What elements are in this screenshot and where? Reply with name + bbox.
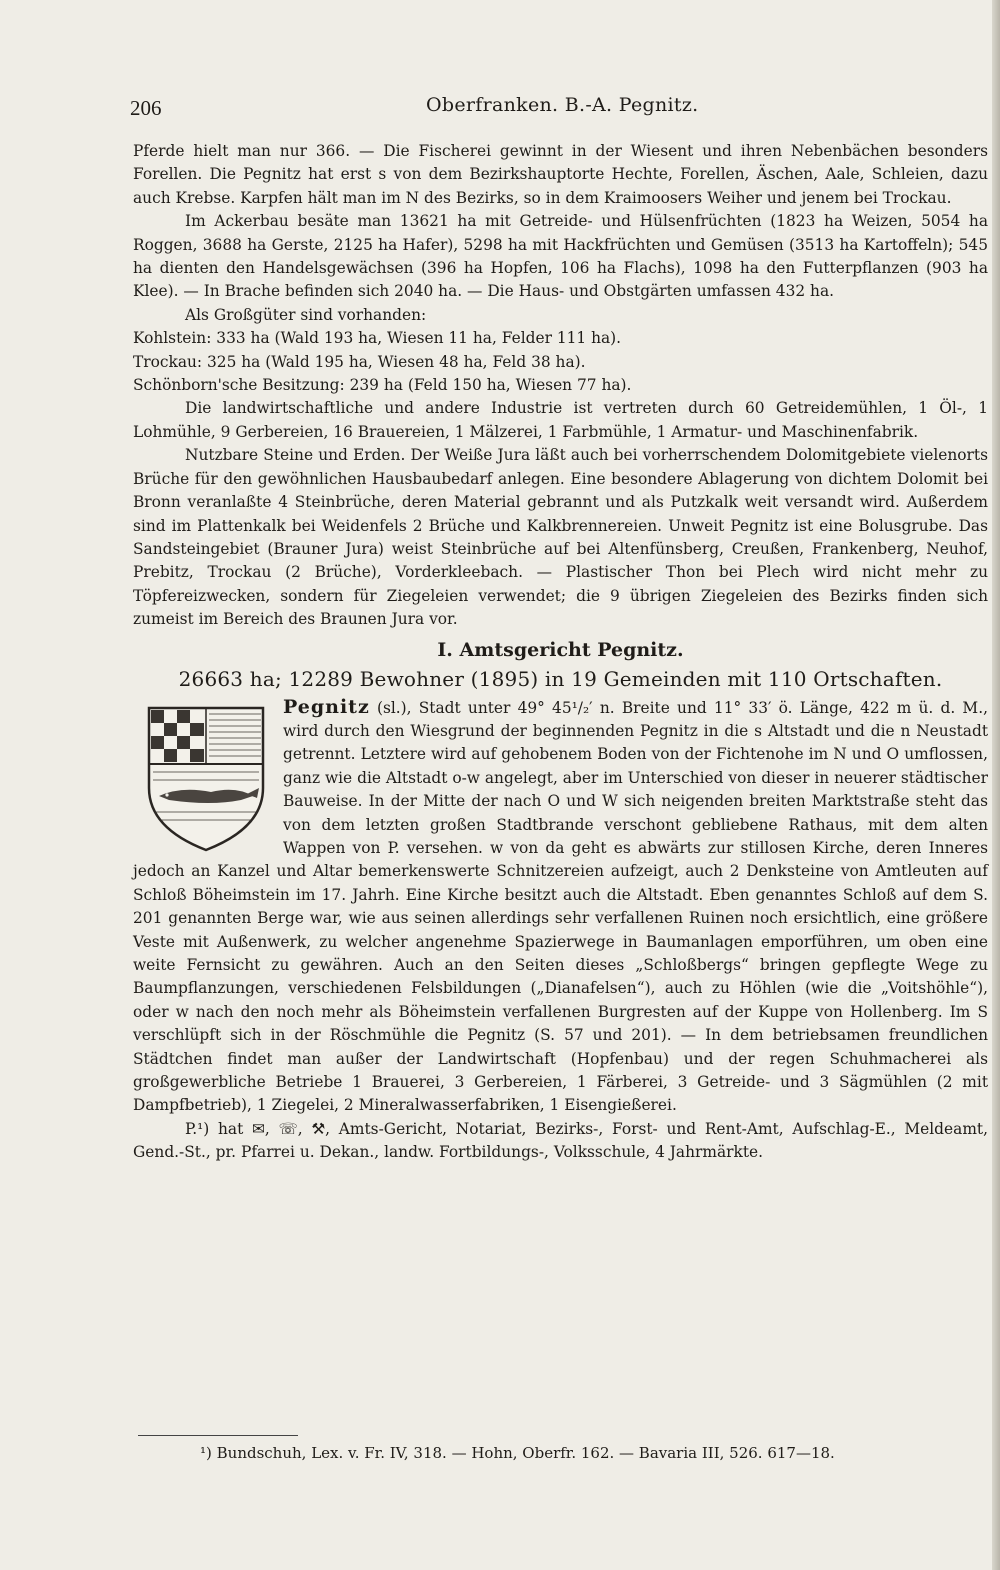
pegnitz-description: (sl.), Stadt unter 49° 45¹/₂′ n. Breite und 11° 33′ ö. Länge, 422 m ü. d. M., wird durch den Wiesgrund der beginnenden Pegnitz in die s Altstadt und die n Neustadt getrennt. Letztere wird auf gehobenem Boden von der Fichtenohe im N und O umflossen, ganz wie die Altstadt o-w angelegt, aber im Unterschied von dieser in neuerer städtischer Bauweise. In der Mitte der nach O und W sich neigenden breiten Marktstraße steht das von dem letzten großen Stadtbrande verschont gebliebene Rathaus, mit dem alten Wappen von P. versehen. w von da geht es abwärts zur stillosen Kirche, deren Inneres jedoch an Kanzel und Altar bemerkenswerte Schnitzereien aufzeigt, auch 2 Denksteine von Amtleuten auf Schloß Böheimstein im 17. Jahrh. Eine Kirche besitzt auch die Altstadt. Eben genanntes Schloß auf dem S. 201 genannten Berge war, wie aus seinen allerdings sehr verfallenen Ruinen noch ersichtlich, eine größere Veste mit Außenwerk, zu welcher angenehme Spazierwege in Baumanlagen emporführen, um oben eine weite Fernsicht zu gewähren. Auch an den Seiten dieses „Schloßbergs“ bringen gepflegte Wege zu Baumpflanzungen, verschiedenen Felsbildungen („Dianafelsen“), auch zu Höhlen (wie die „Voitshöhle“), oder w nach den noch mehr als Böheimstein verfallenen Burgresten auf der Kuppe von Hollenberg. Im S verschlüpft sich in der Röschmühle die Pegnitz (S. 57 und 201). — In dem betriebsamen freundlichen Städtchen findet man außer der Landwirtschaft (Hopfenbau) und der regen Schuhmacherei als großgewerbliche Betriebe 1 Brauerei, 3 Gerbereien, 1 Färberei, 3 Getreide- und 3 Sägmühlen (2 mit Dampfbetrieb), 1 Ziegelei, 2 Mineralwasserfabriken, 1 Eisengießerei. <box>133 698 988 1115</box>
running-title: Oberfranken. B.-A. Pegnitz. <box>426 94 699 116</box>
paragraph-estates-intro: Als Großgüter sind vorhanden: <box>185 305 427 324</box>
estate-item: Schönborn'sche Besitzung: 239 ha (Feld 150 ha, Wiesen 77 ha). <box>133 376 632 395</box>
place-name: Pegnitz <box>283 695 370 718</box>
coat-of-arms-image <box>141 702 271 854</box>
section-summary: 26663 ha; 12289 Bewohner (1895) in 19 Gemeinden mit 110 Ortschaften. <box>178 666 943 691</box>
page-number: 206 <box>130 96 162 120</box>
estate-item: Kohlstein: 333 ha (Wald 193 ha, Wiesen 11 ha, Felder 111 ha). <box>133 329 622 348</box>
footnote-rule <box>138 1435 298 1436</box>
paragraph-institutions: P.¹) hat ✉, ☏, ⚒, Amts-Gericht, Notariat, Bezirks-, Forst- und Rent-Amt, Aufschlag-E., Meldeamt, Gend.-St., pr. Pfarrei u. Dekan., landw. Fortbildungs-, Volksschule, 4 Jahrmärkte. <box>133 1119 988 1162</box>
paragraph-fishing: Pferde hielt man nur 366. — Die Fischerei gewinnt in der Wiesent und ihren Nebenbächen besonders Forellen. Die Pegnitz hat erst s von dem Bezirkshauptorte Hechte, Forellen, Äschen, Aale, Schleien, dazu auch Krebse. Karpfen hält man im N des Bezirks, so in dem Kraimoosers Weiher und jenem bei Trockau. <box>133 142 988 207</box>
page-header <box>130 90 990 122</box>
paragraph-industry: Die landwirtschaftliche und andere Industrie ist vertreten durch 60 Getreidemühlen, 1 Öl-, 1 Lohmühle, 9 Gerbereien, 16 Brauereien, 1 Mälzerei, 1 Farbmühle, 1 Armatur- und Maschinenfabrik. <box>133 399 988 441</box>
body-text <box>133 140 988 1165</box>
page-edge <box>992 0 1000 1570</box>
paragraph-stones: Nutzbare Steine und Erden. Der Weiße Jura läßt auch bei vorherrschendem Dolomitgebiete vielenorts Brüche für den gewöhnlichen Hausbaubedarf anlegen. Eine besondere Ablagerung von dichtem Dolomit bei Bronn veranlaßte 4 Steinbrüche, deren Material gebrannt und als Putzkalk weit versandt wird. Außerdem sind im Plattenkalk bei Weidenfels 2 Brüche und Kalkbrennereien. Unweit Pegnitz ist eine Bolusgrube. Das Sandsteingebiet (Brauner Jura) weist Steinbrüche auf bei Altenfünsberg, Creußen, Frankenberg, Neuhof, Prebitz, Trockau (2 Brüche), Vorderkleebach. — Plastischer Thon bei Plech wird nicht mehr zu Töpfereizwecken, sondern für Ziegeleien verwendet; die 9 übrigen Ziegeleien des Bezirks finden sich zumeist im Bereich des Braunen Jura vor. <box>133 446 988 629</box>
estate-item: Trockau: 325 ha (Wald 195 ha, Wiesen 48 ha, Feld 38 ha). <box>133 352 586 371</box>
section-title: I. Amtsgericht Pegnitz. <box>437 638 684 661</box>
footnote: ¹) Bundschuh, Lex. v. Fr. IV, 318. — Hohn, Oberfr. 162. — Bavaria III, 526. 617—18. <box>200 1444 835 1462</box>
paragraph-agriculture: Im Ackerbau besäte man 13621 ha mit Getreide- und Hülsenfrüchten (1823 ha Weizen, 5054 ha Roggen, 3688 ha Gerste, 2125 ha Hafer), 5298 ha mit Hackfrüchten und Gemüsen (3513 ha Kartoffeln); 545 ha dienten den Handelsgewächsen (396 ha Hopfen, 106 ha Flachs), 1098 ha den Futterpflanzen (903 ha Klee). — In Brache befinden sich 2040 ha. — Die Haus- und Obstgärten umfassen 432 ha. <box>133 212 988 301</box>
